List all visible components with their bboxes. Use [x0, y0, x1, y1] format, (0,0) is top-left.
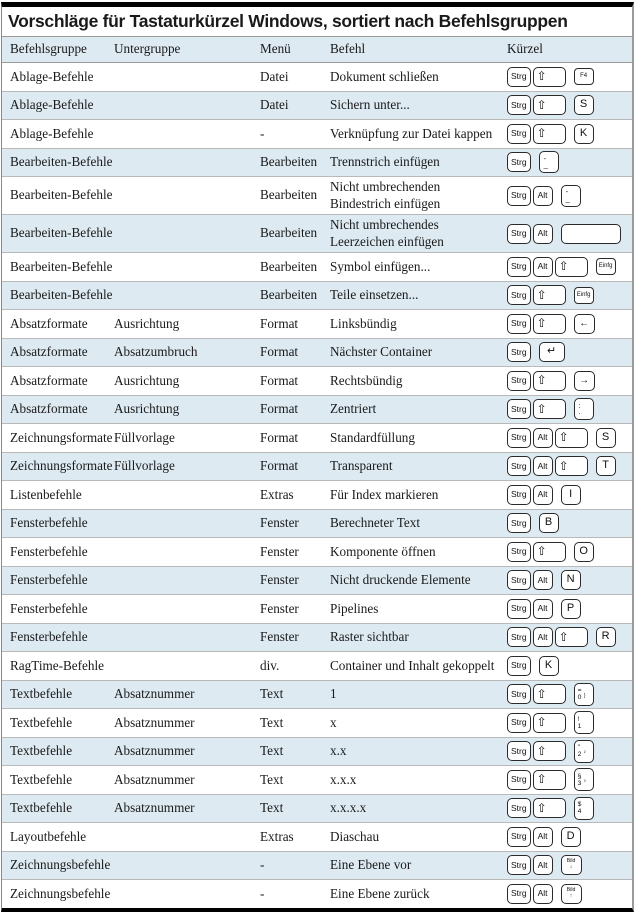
cell-befehl: Zentriert [330, 401, 377, 416]
table-row [2, 281, 632, 310]
cell-befehlsgruppe: Textbefehle [10, 686, 73, 701]
key-d: D [561, 827, 581, 847]
cell-befehlsgruppe: RagTime-Befehle [10, 657, 105, 673]
cell-menue: - [260, 857, 265, 872]
shift-key-icon: ⇧ [533, 314, 566, 334]
shift-key-icon: ⇧ [555, 428, 588, 448]
cell-menue: Format [260, 458, 299, 473]
shift-key-icon: ⇧ [533, 770, 566, 790]
cell-untergruppe [114, 578, 260, 582]
cell-kuerzel [507, 369, 632, 393]
cell-kuerzel [507, 597, 632, 621]
key-strg: Strg [507, 371, 531, 391]
cell-befehlsgruppe: Bearbeiten-Befehle [10, 258, 113, 274]
key-r: R [596, 627, 616, 647]
cell-befehlsgruppe: Fensterbefehle [10, 572, 88, 587]
cell-befehl: Berechneter Text [330, 515, 420, 530]
key-alt: Alt [533, 257, 553, 277]
shift-key-icon: ⇧ [533, 371, 566, 391]
key-punct-period: : . [574, 398, 594, 420]
cell-befehlsgruppe: Fensterbefehle [10, 629, 88, 644]
key-alt: Alt [533, 884, 553, 904]
key-strg: Strg [507, 656, 531, 676]
cell-untergruppe [114, 160, 260, 164]
key-strg: Strg [507, 770, 531, 790]
cell-untergruppe [114, 75, 260, 79]
document-frame [1, 2, 634, 912]
key-strg: Strg [507, 513, 531, 533]
cell-untergruppe: Absatzumbruch [114, 344, 198, 359]
cell-untergruppe: Absatznummer [114, 714, 195, 730]
key-k: K [539, 656, 559, 676]
table-row [2, 537, 632, 566]
key-b: B [539, 513, 559, 533]
cell-befehl: x.x.x.x [330, 800, 367, 815]
cell-kuerzel [507, 825, 632, 849]
shift-key-icon: ⇧ [533, 399, 566, 419]
key-strg: Strg [507, 399, 531, 419]
cell-menue: Fenster [260, 572, 299, 587]
shortcut-table [2, 36, 632, 908]
cell-befehl: Nicht druckende Elemente [330, 572, 471, 587]
cell-befehl: Nicht umbrechendes Leerzeichen einfügen [330, 217, 444, 249]
cell-untergruppe [114, 607, 260, 611]
column-header-kuerzel: Kürzel [507, 41, 543, 57]
cell-kuerzel [507, 396, 632, 422]
key-f4: F4 [574, 68, 594, 85]
cell-menue: Bearbeiten [260, 154, 318, 169]
column-header-untergruppe: Untergruppe [114, 41, 181, 57]
cell-kuerzel [507, 681, 632, 708]
shift-key-icon: ⇧ [533, 684, 566, 704]
cell-befehl: Sichern unter... [330, 97, 410, 112]
key-strg: Strg [507, 884, 531, 904]
cell-kuerzel [507, 149, 632, 175]
cell-untergruppe [114, 664, 260, 668]
cell-kuerzel [507, 568, 632, 592]
cell-befehl: Symbol einfügen... [330, 258, 431, 274]
cell-befehl: Pipelines [330, 600, 379, 616]
cell-menue: Format [260, 344, 299, 359]
cell-befehl: Trennstrich einfügen [330, 154, 440, 169]
cell-befehl: Container und Inhalt gekoppelt [330, 657, 495, 673]
cell-menue: div. [260, 657, 280, 673]
cell-befehl: Verknüpfung zur Datei kappen [330, 125, 493, 141]
cell-untergruppe [114, 265, 260, 269]
table-row [2, 214, 632, 252]
cell-menue: Fenster [260, 629, 299, 644]
cell-befehl: Eine Ebene vor [330, 857, 412, 872]
cell-befehlsgruppe: Zeichnungsformate [10, 429, 113, 445]
column-header-befehlsgruppe: Befehlsgruppe [10, 41, 87, 57]
cell-menue: Format [260, 401, 299, 416]
cell-untergruppe [114, 103, 260, 107]
key-digit-2: " 2 ² [574, 740, 594, 763]
cell-menue: - [260, 885, 265, 901]
table-row [2, 794, 632, 823]
cell-untergruppe [114, 892, 260, 896]
shift-key-icon: ⇧ [555, 456, 588, 476]
cell-menue: Extras [260, 486, 294, 502]
shift-key-icon: ⇧ [533, 713, 566, 733]
cell-kuerzel [507, 454, 632, 478]
cell-befehl: Rechtsbündig [330, 372, 403, 388]
key-alt: Alt [533, 855, 553, 875]
key-strg: Strg [507, 542, 531, 562]
arrow-right-key-icon: → [574, 371, 595, 391]
cell-menue: Text [260, 771, 284, 787]
table-row [2, 119, 632, 148]
table-row [2, 91, 632, 120]
table-row [2, 623, 632, 652]
cell-befehl: Für Index markieren [330, 486, 439, 502]
cell-befehl: Diaschau [330, 828, 380, 844]
cell-untergruppe: Absatznummer [114, 686, 195, 701]
key-strg: Strg [507, 599, 531, 619]
key-strg: Strg [507, 342, 531, 362]
cell-untergruppe [114, 194, 260, 198]
cell-kuerzel [507, 625, 632, 649]
table-row [2, 851, 632, 880]
cell-kuerzel [507, 654, 632, 678]
table-row [2, 879, 632, 908]
table-row [2, 480, 632, 509]
key-alt: Alt [533, 599, 553, 619]
cell-menue: Text [260, 800, 284, 815]
cell-menue: Text [260, 743, 284, 758]
table-row [2, 176, 632, 214]
key-alt: Alt [533, 186, 553, 206]
table-row [2, 366, 632, 395]
cell-befehlsgruppe: Bearbeiten-Befehle [10, 154, 113, 169]
shift-key-icon: ⇧ [555, 257, 588, 277]
cell-befehlsgruppe: Absatzformate [10, 372, 88, 388]
cell-befehl: Komponente öffnen [330, 543, 436, 559]
shift-key-icon: ⇧ [533, 285, 566, 305]
shift-key-icon: ⇧ [533, 542, 566, 562]
cell-befehl: Teile einsetzen... [330, 287, 419, 302]
cell-befehlsgruppe: Textbefehle [10, 743, 73, 758]
cell-kuerzel [507, 65, 632, 89]
table-row [2, 680, 632, 709]
cell-befehlsgruppe: Zeichnungsbefehle [10, 885, 111, 901]
key-digit-3: § 3 ³ [574, 768, 594, 791]
key-strg: Strg [507, 456, 531, 476]
cell-kuerzel [507, 122, 632, 146]
key-p: P [561, 599, 581, 619]
cell-menue: Format [260, 429, 299, 445]
page-down-key-icon: Bild ↓ [561, 855, 582, 875]
key-alt: Alt [533, 456, 553, 476]
cell-kuerzel [507, 709, 632, 736]
cell-befehl: Standardfüllung [330, 429, 415, 445]
cell-befehlsgruppe: Ablage-Befehle [10, 68, 94, 84]
key-strg: Strg [507, 627, 531, 647]
cell-befehlsgruppe: Absatzformate [10, 401, 88, 416]
table-body [2, 63, 632, 908]
key-o: O [574, 542, 594, 562]
cell-untergruppe: Ausrichtung [114, 401, 180, 416]
table-row [2, 566, 632, 595]
cell-menue: - [260, 125, 265, 141]
table-row [2, 309, 632, 338]
cell-menue: Format [260, 372, 299, 388]
table-row [2, 651, 632, 680]
cell-untergruppe: Füllvorlage [114, 429, 175, 445]
column-header-befehl: Befehl [330, 41, 366, 57]
cell-kuerzel [507, 882, 632, 906]
cell-menue: Datei [260, 68, 289, 84]
cell-befehlsgruppe: Ablage-Befehle [10, 125, 94, 141]
cell-befehlsgruppe: Fensterbefehle [10, 543, 88, 559]
table-row [2, 822, 632, 851]
key-s: S [596, 428, 616, 448]
cell-untergruppe [114, 521, 260, 525]
cell-menue: Bearbeiten [260, 287, 318, 302]
key-strg: Strg [507, 186, 531, 206]
table-header [2, 36, 632, 63]
key-einfg: Einfg [596, 258, 616, 275]
key-k: K [574, 124, 594, 144]
cell-befehlsgruppe: Absatzformate [10, 315, 88, 331]
cell-befehl: Dokument schließen [330, 68, 439, 84]
key-strg: Strg [507, 684, 531, 704]
key-strg: Strg [507, 741, 531, 761]
shift-key-icon: ⇧ [533, 67, 566, 87]
table-row [2, 708, 632, 737]
cell-kuerzel [507, 255, 632, 279]
cell-menue: Bearbeiten [260, 187, 318, 203]
key-strg: Strg [507, 285, 531, 305]
shift-key-icon: ⇧ [533, 798, 566, 818]
cell-befehl: Linksbündig [330, 315, 397, 331]
cell-befehl: x.x.x [330, 771, 357, 787]
cell-menue: Extras [260, 828, 294, 844]
cell-befehlsgruppe: Zeichnungsbefehle [10, 857, 111, 872]
cell-menue: Bearbeiten [260, 258, 318, 274]
key-i: I [561, 485, 581, 505]
key-alt: Alt [533, 827, 553, 847]
cell-untergruppe [114, 293, 260, 297]
shift-key-icon: ⇧ [533, 124, 566, 144]
cell-befehl: x.x [330, 743, 347, 758]
cell-befehlsgruppe: Absatzformate [10, 344, 88, 359]
key-strg: Strg [507, 257, 531, 277]
key-punct-hyphen: - _ [561, 185, 581, 207]
page-up-key-icon: Bild ↑ [561, 884, 582, 904]
table-row [2, 594, 632, 623]
arrow-left-key-icon: ← [574, 314, 595, 334]
key-strg: Strg [507, 428, 531, 448]
cell-untergruppe: Ausrichtung [114, 372, 180, 388]
cell-befehl: Nächster Container [330, 344, 433, 359]
cell-befehlsgruppe: Textbefehle [10, 714, 73, 730]
key-strg: Strg [507, 95, 531, 115]
key-strg: Strg [507, 713, 531, 733]
cell-befehlsgruppe: Fensterbefehle [10, 515, 88, 530]
key-strg: Strg [507, 485, 531, 505]
key-strg: Strg [507, 224, 531, 244]
cell-menue: Format [260, 315, 299, 331]
cell-kuerzel [507, 312, 632, 336]
cell-untergruppe [114, 835, 260, 839]
key-strg: Strg [507, 152, 531, 172]
cell-kuerzel [507, 93, 632, 117]
cell-untergruppe [114, 550, 260, 554]
cell-kuerzel [507, 483, 632, 507]
key-strg: Strg [507, 314, 531, 334]
key-strg: Strg [507, 855, 531, 875]
column-header-menue: Menü [260, 41, 291, 57]
cell-befehl: Eine Ebene zurück [330, 885, 430, 901]
cell-befehlsgruppe: Bearbeiten-Befehle [10, 187, 113, 203]
cell-befehlsgruppe: Listenbefehle [10, 486, 82, 502]
cell-kuerzel [507, 853, 632, 877]
cell-untergruppe: Absatznummer [114, 771, 195, 787]
key-n: N [561, 570, 581, 590]
key-alt: Alt [533, 627, 553, 647]
cell-befehlsgruppe: Zeichnungsformate [10, 458, 113, 473]
table-row [2, 338, 632, 367]
cell-untergruppe: Füllvorlage [114, 458, 175, 473]
cell-untergruppe [114, 635, 260, 639]
cell-menue: Datei [260, 97, 289, 112]
key-strg: Strg [507, 124, 531, 144]
cell-menue: Text [260, 714, 284, 730]
cell-kuerzel [507, 222, 632, 246]
key-strg: Strg [507, 570, 531, 590]
cell-befehl: Nicht umbrechenden Bindestrich einfügen [330, 179, 441, 211]
cell-untergruppe: Absatznummer [114, 800, 195, 815]
cell-untergruppe [114, 863, 260, 867]
shift-key-icon: ⇧ [555, 627, 588, 647]
shift-key-icon: ⇧ [533, 95, 566, 115]
key-alt: Alt [533, 224, 553, 244]
cell-untergruppe: Absatznummer [114, 743, 195, 758]
table-row [2, 423, 632, 452]
table-row [2, 252, 632, 281]
cell-befehlsgruppe: Textbefehle [10, 800, 73, 815]
table-row [2, 63, 632, 91]
cell-kuerzel [507, 426, 632, 450]
cell-befehlsgruppe: Ablage-Befehle [10, 97, 94, 112]
shift-key-icon: ⇧ [533, 741, 566, 761]
cell-untergruppe [114, 132, 260, 136]
table-row [2, 765, 632, 794]
key-digit-1: ! 1 [574, 711, 594, 734]
cell-befehlsgruppe: Bearbeiten-Befehle [10, 225, 113, 241]
key-punct-hyphen: - _ [539, 151, 559, 173]
cell-untergruppe: Ausrichtung [114, 315, 180, 331]
cell-kuerzel [507, 340, 632, 364]
cell-kuerzel [507, 795, 632, 822]
page-title: Vorschläge für Tastaturkürzel Windows, sortiert nach Befehlsgruppen [2, 7, 632, 36]
table-row [2, 452, 632, 481]
table-row [2, 148, 632, 177]
key-digit-0: = 0 } [574, 683, 594, 706]
key-alt: Alt [533, 570, 553, 590]
key-strg: Strg [507, 827, 531, 847]
cell-kuerzel [507, 283, 632, 307]
cell-menue: Fenster [260, 543, 299, 559]
cell-menue: Fenster [260, 600, 299, 616]
cell-menue: Bearbeiten [260, 225, 318, 241]
cell-menue: Text [260, 686, 284, 701]
key-t: T [596, 456, 616, 476]
cell-befehlsgruppe: Fensterbefehle [10, 600, 88, 616]
cell-befehl: Raster sichtbar [330, 629, 409, 644]
cell-untergruppe [114, 232, 260, 236]
cell-befehl: 1 [330, 686, 337, 701]
key-s: S [574, 95, 594, 115]
enter-key-icon: ↵ [539, 342, 565, 362]
key-strg: Strg [507, 798, 531, 818]
cell-menue: Fenster [260, 515, 299, 530]
cell-untergruppe [114, 493, 260, 497]
cell-kuerzel [507, 766, 632, 793]
key-strg: Strg [507, 67, 531, 87]
key-alt: Alt [533, 428, 553, 448]
table-row [2, 737, 632, 766]
cell-befehlsgruppe: Layoutbefehle [10, 828, 87, 844]
cell-befehlsgruppe: Textbefehle [10, 771, 73, 787]
cell-kuerzel [507, 738, 632, 765]
key-alt: Alt [533, 485, 553, 505]
key-digit-4: $ 4 [574, 797, 594, 820]
cell-befehlsgruppe: Bearbeiten-Befehle [10, 287, 113, 302]
cell-befehl: x [330, 714, 337, 730]
key-einfg: Einfg [574, 287, 594, 304]
cell-kuerzel [507, 540, 632, 564]
cell-kuerzel [507, 511, 632, 535]
table-row [2, 395, 632, 424]
space-key [561, 224, 621, 244]
cell-befehl: Transparent [330, 458, 393, 473]
cell-kuerzel [507, 183, 632, 209]
table-row [2, 509, 632, 538]
